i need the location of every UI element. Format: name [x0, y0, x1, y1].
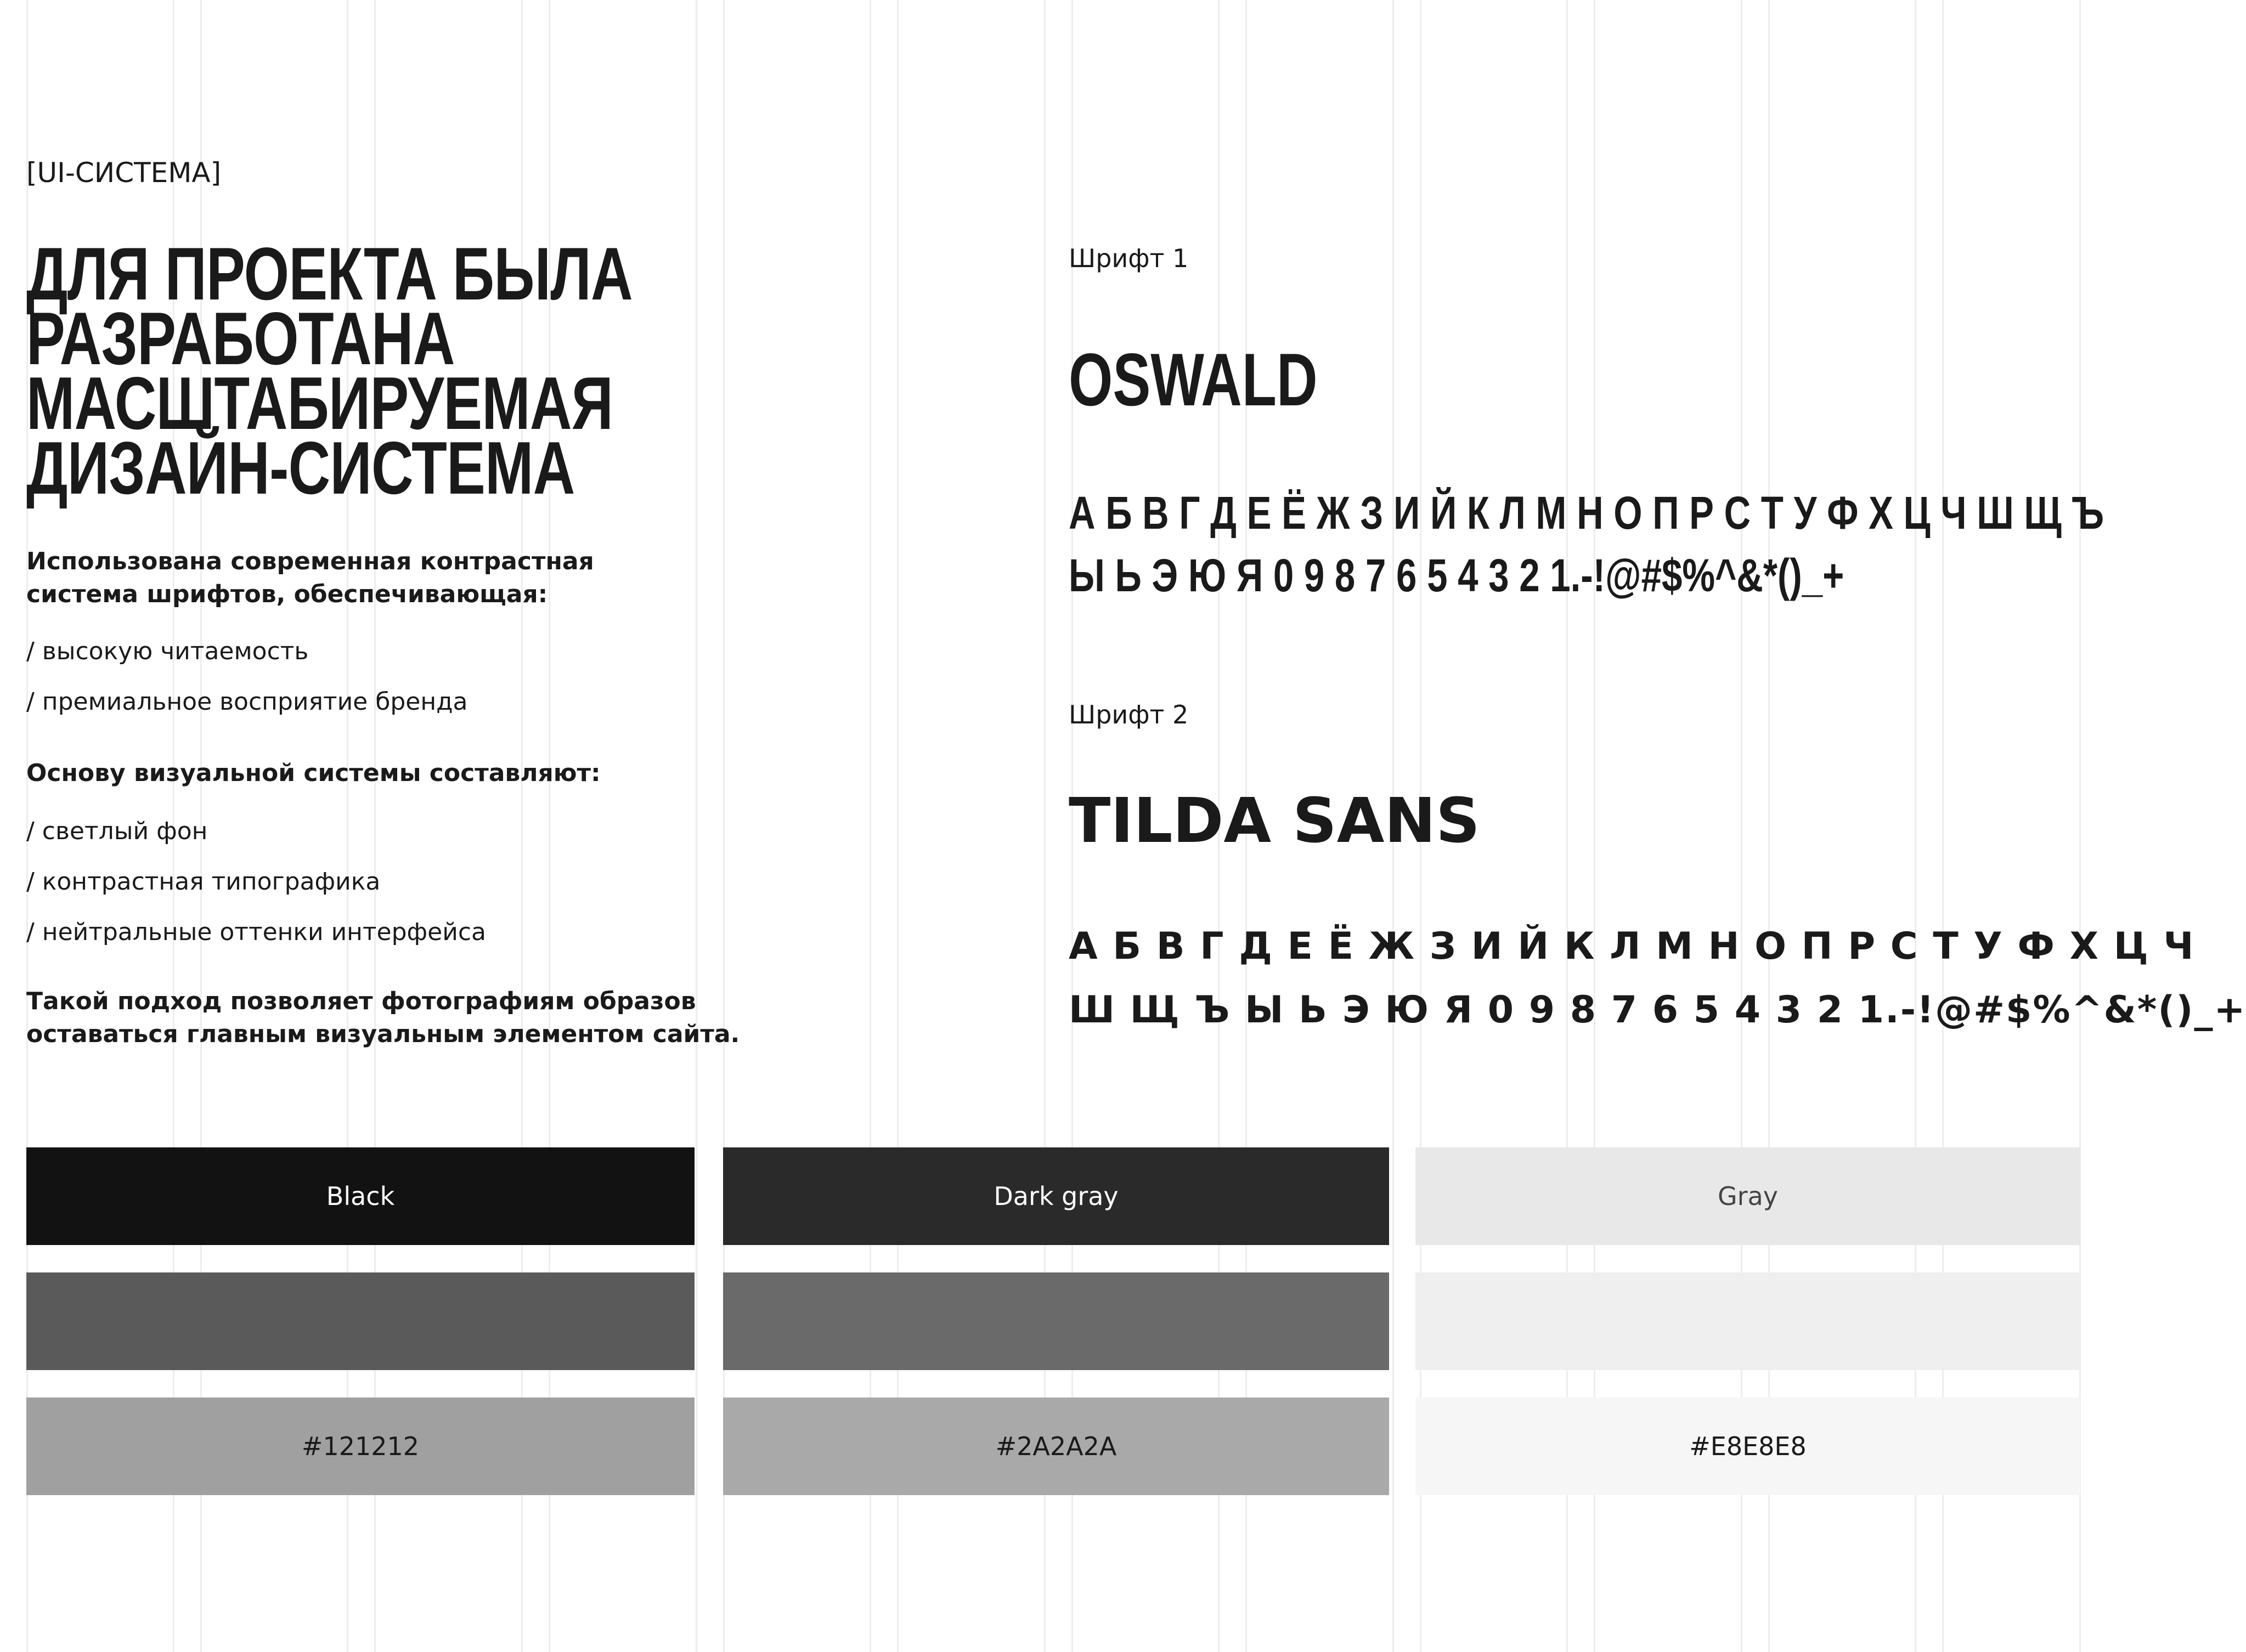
grid-line [696, 0, 697, 1652]
color-hex: #E8E8E8 [1689, 1432, 1807, 1461]
font-1-name: OSWALD [1069, 338, 1318, 421]
font-1-alphabet-line-1: А Б В Г Д Е Ё Ж З И Й К Л М Н О П Р С Т У Ф Х Ц Ч Ш Щ Ъ [1069, 487, 2104, 539]
intro-point: / высокую читаемость [26, 637, 309, 665]
color-swatch-light [26, 1398, 695, 1495]
section-tag: [UI-СИСТЕМА] [26, 157, 222, 189]
color-swatch-light [723, 1398, 1389, 1495]
color-swatch-mid [26, 1272, 695, 1370]
color-swatch-base [723, 1147, 1389, 1245]
color-swatch-base [26, 1147, 695, 1245]
color-name: Black [326, 1181, 395, 1211]
font-2-label: Шрифт 2 [1069, 700, 1189, 729]
page-title: ДЛЯ ПРОЕКТА БЫЛА РАЗРАБОТАНА МАСШТАБИРУЕМАЯ ДИЗАЙН-СИСТЕМА [26, 232, 633, 510]
color-swatch-mid [723, 1272, 1389, 1370]
visual-point: / светлый фон [26, 817, 208, 845]
color-name: Gray [1718, 1181, 1778, 1211]
closing-text: Такой подход позволяет фотографиям образов оставаться главным визуальным элементом сайта. [26, 987, 740, 1048]
color-hex: #121212 [301, 1432, 420, 1461]
color-swatch-base [1415, 1147, 2080, 1245]
color-name: Dark gray [994, 1181, 1119, 1211]
intro-point: / премиальное восприятие бренда [26, 688, 468, 716]
intro-text: Использована современная контрастная система шрифтов, обеспечивающая: [26, 547, 594, 608]
font-1-label: Шрифт 1 [1069, 244, 1189, 273]
font-2-name: TILDA SANS [1069, 785, 1480, 857]
visual-intro-text: Основу визуальной системы составляют: [26, 759, 601, 787]
font-1-alphabet-line-2: Ы Ь Э Ю Я 0 9 8 7 6 5 4 3 2 1.-!@#$%^&*()_+ [1069, 550, 1844, 601]
font-2-alphabet-line-1: А Б В Г Д Е Ё Ж З И Й К Л М Н О П Р С Т У Ф Х Ц Ч [1069, 925, 2195, 968]
color-hex: #2A2A2A [995, 1432, 1117, 1461]
visual-point: / контрастная типографика [26, 868, 381, 896]
color-swatch-light [1415, 1398, 2080, 1495]
font-2-alphabet-line-2: Ш Щ Ъ Ы Ь Э Ю Я 0 9 8 7 6 5 4 3 2 1.-!@#$%^&*()_+ [1069, 988, 2246, 1032]
visual-point: / нейтральные оттенки интерфейса [26, 918, 486, 946]
color-swatch-mid [1415, 1272, 2080, 1370]
